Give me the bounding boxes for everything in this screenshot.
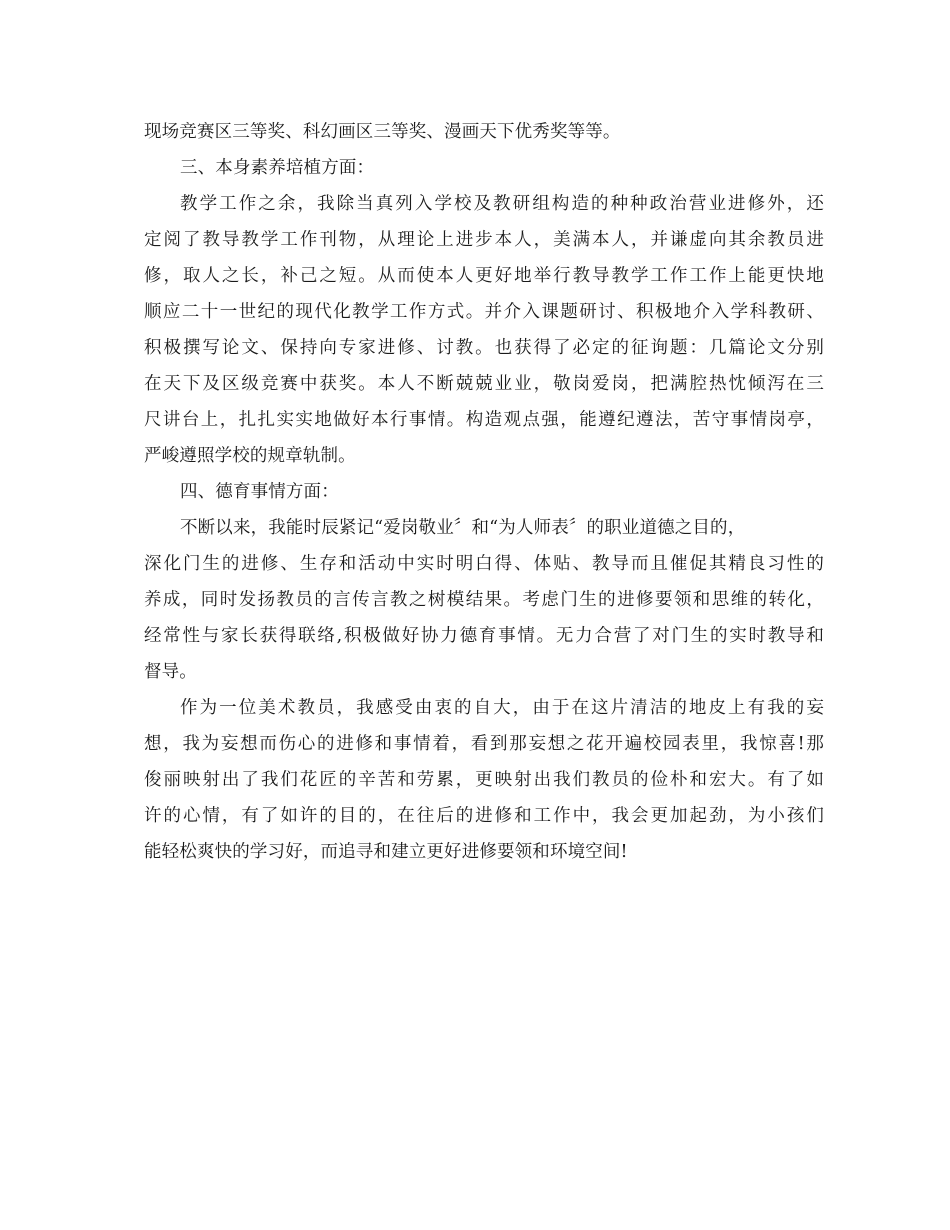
body-text-line: 在天下及区级竞赛中获奖。本人不断兢兢业业，敬岗爱岗，把满腔热忱倾泻在三 xyxy=(144,374,824,394)
body-text-line: 能轻松爽快的学习好，而追寻和建立更好进修要领和环境空间! xyxy=(144,842,628,862)
body-text-line: 教学工作之余，我除当真列入学校及教研组构造的种种政治营业进修外，还 xyxy=(180,194,824,214)
body-text-line: 现场竞赛区三等奖、科幻画区三等奖、漫画天下优秀奖等等。 xyxy=(144,122,621,142)
body-text-line: 积极撰写论文、保持向专家进修、讨教。也获得了必定的征询题：几篇论文分别 xyxy=(144,338,824,358)
body-text-line: 许的心情，有了如许的目的，在往后的进修和工作中，我会更加起劲，为小孩们 xyxy=(144,806,824,826)
body-text-line: 定阅了教导教学工作刊物，从理论上进步本人，美满本人，并谦虚向其余教员进 xyxy=(144,230,824,250)
body-text-line: 督导。 xyxy=(144,662,197,682)
body-text-line: 不断以来，我能时辰紧记“爱岗敬业〞和“为人师表〞的职业道德之目的， xyxy=(180,518,746,538)
body-text-line: 想，我为妄想而伤心的进修和事情着，看到那妄想之花开遍校园表里，我惊喜!那 xyxy=(144,734,824,754)
section-heading-moral-education: 四、德育事情方面： xyxy=(180,482,339,502)
body-text-line: 严峻遵照学校的规章轨制。 xyxy=(144,446,356,466)
body-text-line: 修，取人之长，补己之短。从而使本人更好地举行教导教学工作工作上能更快地 xyxy=(144,266,824,286)
section-heading-self-cultivation: 三、本身素养培植方面： xyxy=(180,158,375,178)
document-body xyxy=(144,114,824,870)
body-text-line: 俊丽映射出了我们花匠的辛苦和劳累，更映射出我们教员的俭朴和宏大。有了如 xyxy=(144,770,824,790)
body-text-line: 顺应二十一世纪的现代化教学工作方式。并介入课题研讨、积极地介入学科教研、 xyxy=(144,302,824,322)
body-text-line: 作为一位美术教员，我感受由衷的自大，由于在这片清洁的地皮上有我的妄 xyxy=(180,698,824,718)
body-text-line: 养成，同时发扬教员的言传言教之树模结果。考虑门生的进修要领和思维的转化， xyxy=(144,590,824,610)
body-text-line: 深化门生的进修、生存和活动中实时明白得、体贴、教导而且催促其精良习性的 xyxy=(144,554,824,574)
body-text-line: 尺讲台上，扎扎实实地做好本行事情。构造观点强，能遵纪遵法，苦守事情岗亭， xyxy=(144,410,824,430)
body-text-line: 经常性与家长获得联络,积极做好协力德育事情。无力合营了对门生的实时教导和 xyxy=(144,626,824,646)
